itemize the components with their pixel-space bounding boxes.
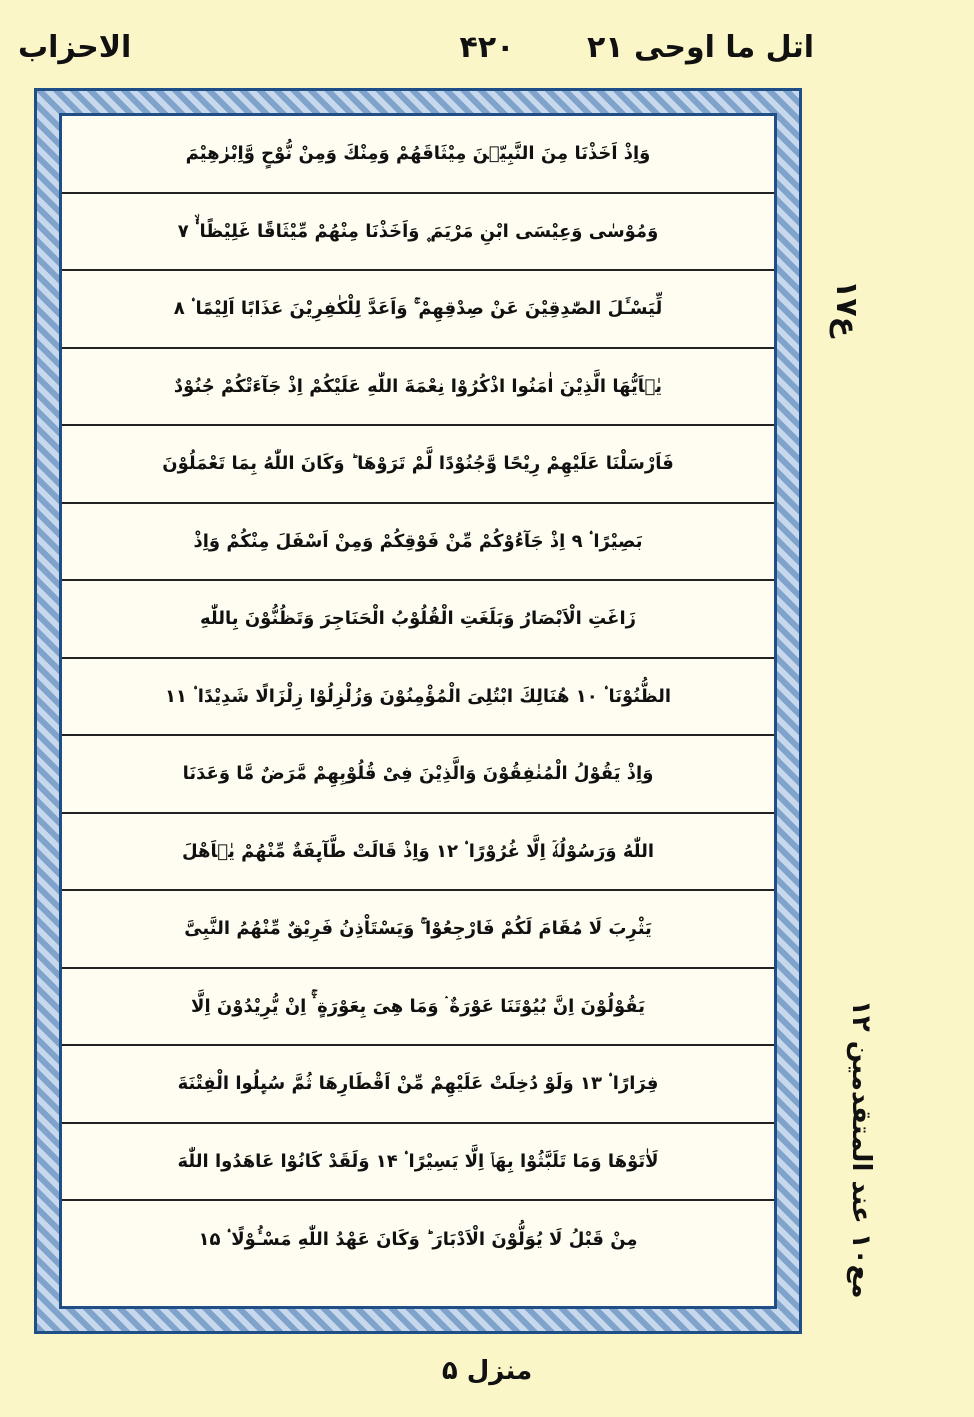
verse-line: فِرَارًا ۟ ۱۳ وَلَوْ دُخِلَتْ عَلَیْهِمْ مِّنْ اَقْطَارِهَا ثُمَّ سُىِٕلُوا الْفِتْنَةَ <box>62 1046 774 1124</box>
verse-line: الظُّنُوْنَا ۟ ۱۰ هُنَالِكَ ابْتُلِیَ الْمُؤْمِنُوْنَ وَزُلْزِلُوْا زِلْزَالًا شَدِیْدًا ۟ ۱۱ <box>62 659 774 737</box>
verse-line: لَاٰتَوْهَا وَمَا تَلَبَّثُوْا بِهَاۤ اِلَّا یَسِیْرًا ۟ ۱۴ وَلَقَدْ كَانُوْا عَاهَدُوا اللّٰهَ <box>62 1124 774 1202</box>
margin-note: مع۱۰ عند المتقدمین ۱۲ <box>846 1000 876 1299</box>
ruku-marker: ع۱۷ <box>829 280 864 338</box>
text-panel <box>59 113 777 1309</box>
verse-line: یٰۤاَیُّهَا الَّذِیْنَ اٰمَنُوا اذْكُرُوْا نِعْمَةَ اللّٰهِ عَلَیْكُمْ اِذْ جَآءَتْكُمْ جُنُوْدٌ <box>62 349 774 427</box>
decorative-border <box>34 88 802 1334</box>
verse-line: یَقُوْلُوْنَ اِنَّ بُیُوْتَنَا عَوْرَةٌ ۛ وَمَا هِیَ بِعَوْرَةٍ ۛۚ اِنْ یُّرِیْدُوْنَ اِلَّا <box>62 969 774 1047</box>
page-number: ۴۲۰ <box>459 30 515 65</box>
verse-line: مِنْ قَبْلُ لَا یُوَلُّوْنَ الْاَدْبَارَ ؕ وَكَانَ عَهْدُ اللّٰهِ مَسْـُٔوْلًا ۟ ۱۵ <box>198 1229 638 1251</box>
manzil-label: منزل ۵ <box>441 1356 533 1386</box>
para-name: اتل ما اوحی ۲۱ <box>586 30 814 65</box>
verse-line: اللّٰهُ وَرَسُوْلُهٗۤ اِلَّا غُرُوْرًا ۟ ۱۲ وَاِذْ قَالَتْ طَّآىِٕفَةٌ مِّنْهُمْ یٰۤاَهْلَ <box>62 814 774 892</box>
verse-line: فَاَرْسَلْنَا عَلَیْهِمْ رِیْحًا وَّجُنُوْدًا لَّمْ تَرَوْهَا ؕ وَكَانَ اللّٰهُ بِمَا تَعْمَلُوْنَ <box>62 426 774 504</box>
page-header <box>0 0 974 80</box>
verse-line: یَثْرِبَ لَا مُقَامَ لَكُمْ فَارْجِعُوْا ۚ وَیَسْتَاْذِنُ فَرِیْقٌ مِّنْهُمُ النَّبِیَّ <box>62 891 774 969</box>
verse-line: وَاِذْ یَقُوْلُ الْمُنٰفِقُوْنَ وَالَّذِیْنَ فِیْ قُلُوْبِهِمْ مَّرَضٌ مَّا وَعَدَنَا <box>62 736 774 814</box>
verse-line: وَاِذْ اَخَذْنَا مِنَ النَّبِیّٖنَ مِیْثَاقَهُمْ وَمِنْكَ وَمِنْ نُّوْحٍ وَّاِبْرٰهِیْمَ <box>62 116 774 194</box>
verse-line: بَصِیْرًا ۟ ۹ اِذْ جَآءُوْكُمْ مِّنْ فَوْقِكُمْ وَمِنْ اَسْفَلَ مِنْكُمْ وَاِذْ <box>62 504 774 582</box>
surah-name: الاحزاب <box>18 30 132 65</box>
verse-line: لِّیَسْـَٔلَ الصّٰدِقِیْنَ عَنْ صِدْقِهِمْ ۚ وَاَعَدَّ لِلْكٰفِرِیْنَ عَذَابًا اَلِیْمًا ۟ ۸ <box>62 271 774 349</box>
verse-line: زَاغَتِ الْاَبْصَارُ وَبَلَغَتِ الْقُلُوْبُ الْحَنَاجِرَ وَتَظُنُّوْنَ بِاللّٰهِ <box>62 581 774 659</box>
verse-line: وَمُوْسٰى وَعِیْسَى ابْنِ مَرْیَمَ ۪ وَاَخَذْنَا مِنْهُمْ مِّیْثَاقًا غَلِیْظًا ۟ۙ ۷ <box>62 194 774 272</box>
